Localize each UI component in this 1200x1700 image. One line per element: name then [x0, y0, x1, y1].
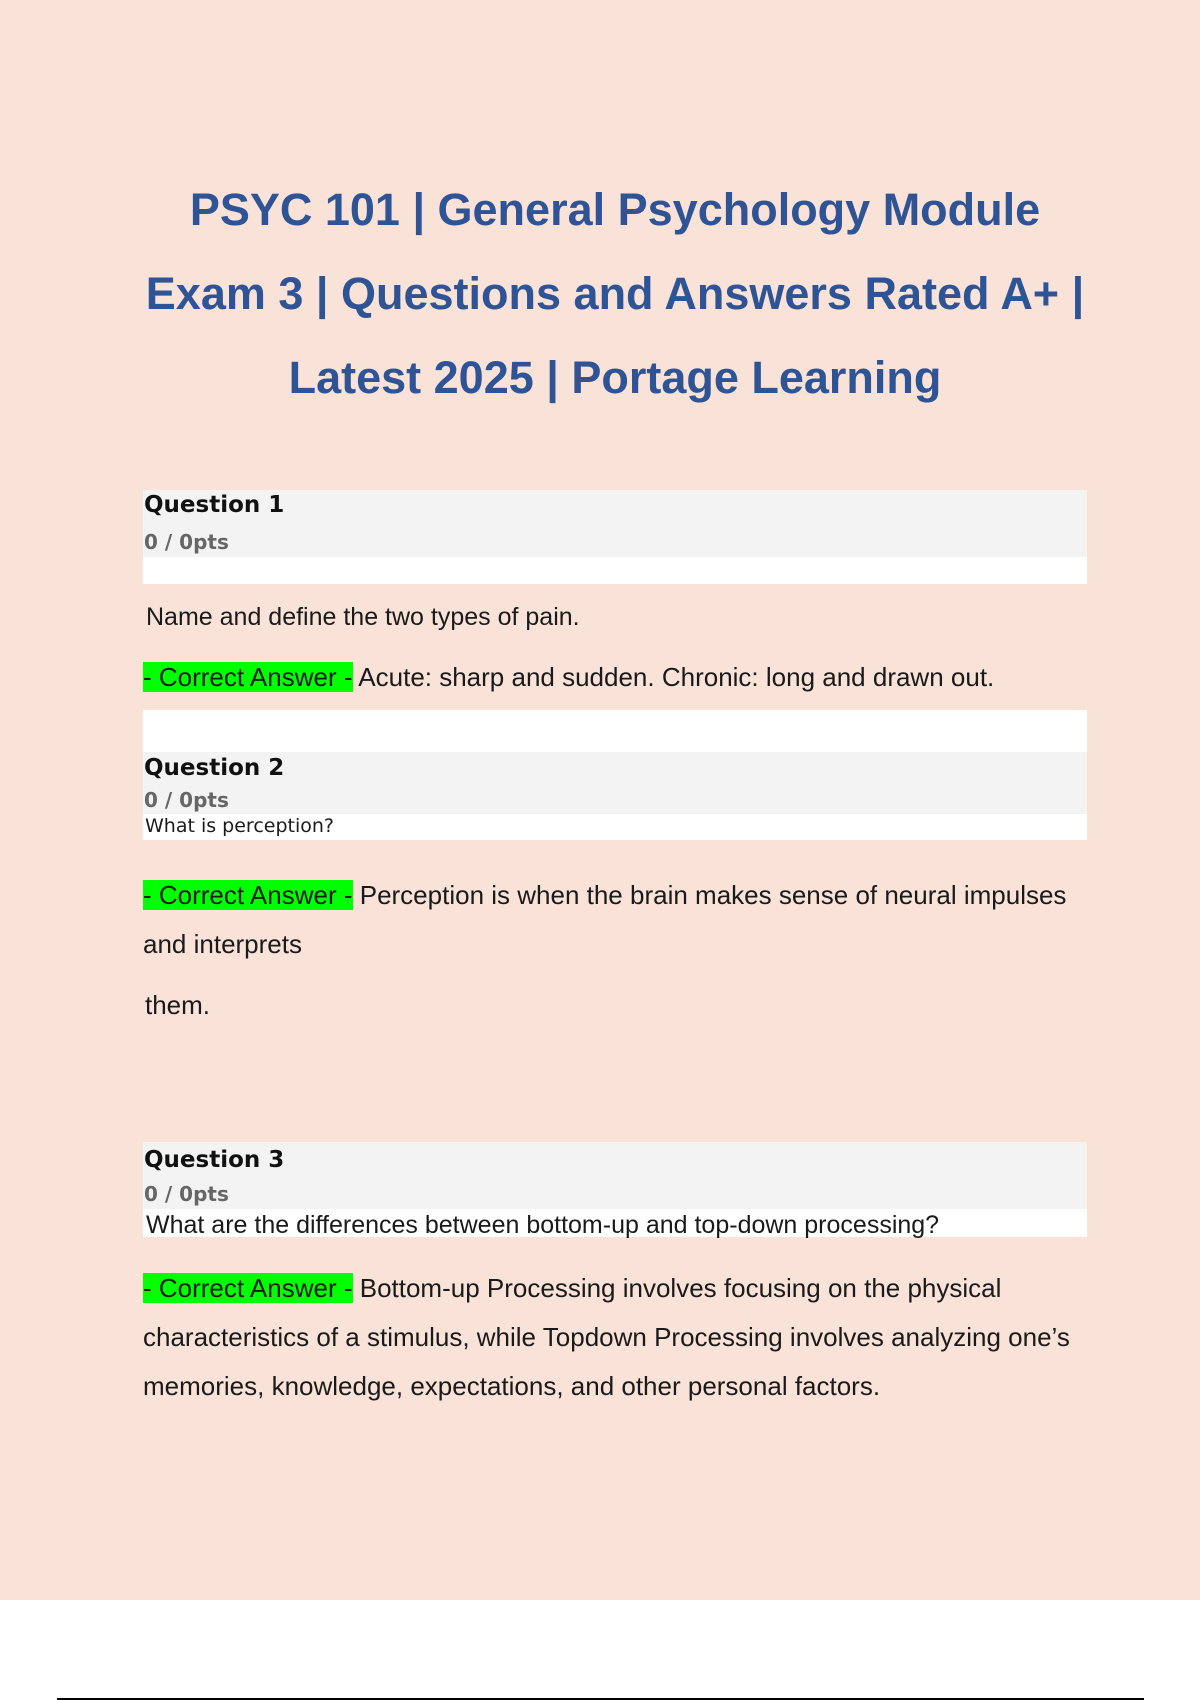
question-2-answer [143, 871, 1103, 969]
question-2-answer-continuation: them. [145, 990, 211, 1020]
question-1-prompt: Name and define the two types of pain. [146, 603, 580, 631]
question-2-header [143, 752, 1087, 814]
question-3-title: Question 3 [144, 1147, 285, 1173]
question-1-spacer [143, 557, 1087, 584]
correct-answer-label: - Correct Answer - [143, 880, 353, 910]
question-1-answer-text: Acute: sharp and sudden. Chronic: long and drawn out. [352, 662, 995, 692]
question-2-points: 0 / 0pts [144, 788, 229, 812]
question-3-answer [143, 1264, 1103, 1411]
question-2-top-strip [143, 710, 1087, 752]
question-2-answer-text: Perception is when the brain makes sense of neural impulses and interprets [143, 880, 1067, 959]
question-1-answer [143, 653, 1103, 702]
question-3-points: 0 / 0pts [144, 1182, 229, 1206]
question-1-points: 0 / 0pts [144, 530, 229, 554]
question-2-prompt: What is perception? [145, 815, 334, 837]
correct-answer-label: - Correct Answer - [143, 1273, 353, 1303]
question-1-header [143, 490, 1087, 557]
question-3-answer-text: Bottom-up Processing involves focusing on the physical characteristics of a stimulus, while Topdown Processing involves analyzing one’s memories, knowledge, expectations, and other personal factors. [143, 1273, 1070, 1401]
correct-answer-label: - Correct Answer - [143, 662, 353, 692]
question-2-title: Question 2 [144, 755, 285, 781]
document-title: PSYC 101 | General Psychology Module Exam 3 | Questions and Answers Rated A+ | Latest 2025 | Portage Learning [145, 184, 1085, 403]
question-1-title: Question 1 [144, 492, 285, 518]
question-3-header [143, 1142, 1087, 1209]
question-3-prompt: What are the differences between bottom-up and top-down processing? [146, 1211, 940, 1239]
